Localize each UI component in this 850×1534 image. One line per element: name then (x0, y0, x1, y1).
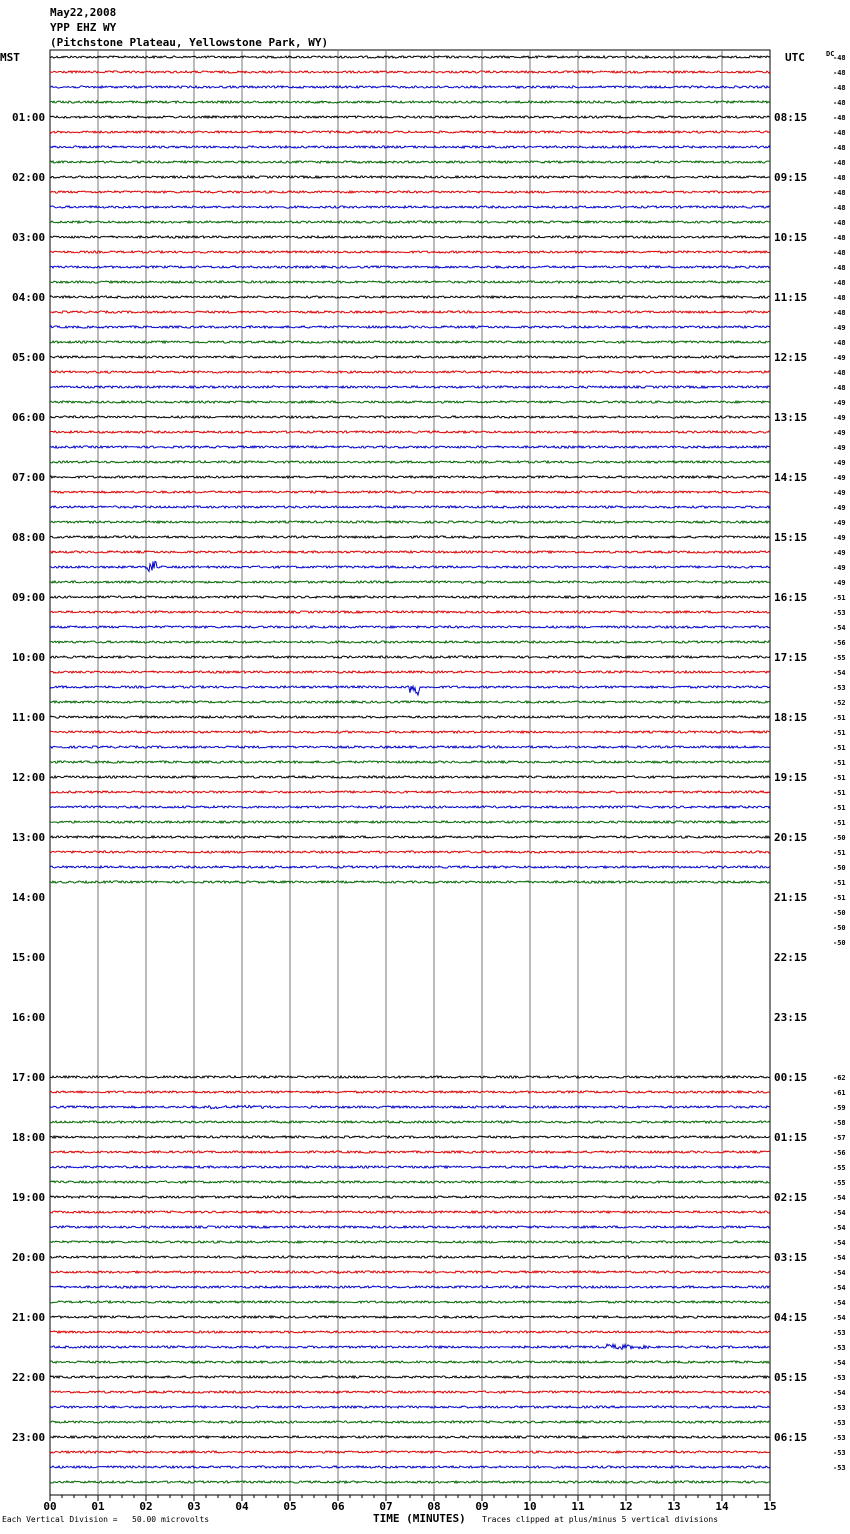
dc-offset-label: -48 (833, 279, 846, 287)
utc-hour-label: 17:15 (774, 651, 808, 664)
seismic-trace (50, 356, 770, 358)
seismic-trace (50, 836, 770, 838)
dc-offset-label: -51 (833, 774, 846, 782)
dc-offset-label: -51 (833, 594, 846, 602)
x-tick-label: 08 (427, 1500, 441, 1513)
dc-offset-label: -48 (833, 369, 846, 377)
dc-offset-label: -49 (833, 519, 846, 527)
seismic-trace (50, 161, 770, 163)
seismic-trace (50, 656, 770, 658)
utc-hour-label: 19:15 (774, 771, 808, 784)
dc-offset-label: -48 (833, 69, 846, 77)
seismic-trace (50, 1391, 770, 1393)
dc-offset-label: -59 (833, 1104, 846, 1112)
dc-offset-label: -49 (833, 324, 846, 332)
dc-offset-label: -48 (833, 99, 846, 107)
seismic-trace (50, 446, 770, 448)
seismic-trace (50, 191, 770, 193)
seismic-trace (50, 581, 770, 583)
dc-offset-label: -62 (833, 1074, 846, 1082)
seismic-trace (50, 1151, 770, 1153)
seismic-trace (50, 701, 770, 703)
mst-hour-label: 10:00 (12, 651, 46, 664)
seismic-trace (50, 71, 770, 73)
dc-offset-label: -48 (833, 129, 846, 137)
dc-offset-label: -49 (833, 549, 846, 557)
x-tick-label: 04 (235, 1500, 249, 1513)
chart-date: May22,2008 (50, 6, 117, 19)
dc-offset-label: -49 (833, 489, 846, 497)
mst-hour-label: 01:00 (12, 111, 46, 124)
dc-offset-label: -49 (833, 354, 846, 362)
dc-offset-label: -48 (833, 114, 846, 122)
seismic-trace (50, 761, 770, 763)
utc-axis-title: UTC (785, 51, 805, 64)
dc-offset-label: -52 (833, 699, 846, 707)
dc-offset-label: -54 (833, 1239, 846, 1247)
dc-offset-label: -54 (833, 1284, 846, 1292)
dc-offset-label: -48 (833, 54, 846, 62)
dc-offset-label: -61 (833, 1089, 846, 1097)
seismic-trace (50, 1451, 770, 1453)
dc-offset-label: -56 (833, 1149, 846, 1157)
dc-offset-label: -51 (833, 789, 846, 797)
x-tick-label: 09 (475, 1500, 489, 1513)
seismic-trace (50, 1256, 770, 1258)
dc-offset-label: -53 (833, 1419, 846, 1427)
mst-hour-label: 12:00 (12, 771, 46, 784)
x-tick-label: 11 (571, 1500, 585, 1513)
seismic-trace (50, 431, 770, 433)
mst-axis-title: MST (0, 51, 20, 64)
dc-offset-label: -48 (833, 294, 846, 302)
mst-hour-label: 08:00 (12, 531, 46, 544)
dc-offset-label: -53 (833, 1434, 846, 1442)
seismic-trace (50, 671, 770, 673)
dc-offset-label: -53 (833, 1449, 846, 1457)
seismic-trace (50, 101, 770, 103)
seismic-trace (50, 1406, 770, 1408)
dc-offset-label: -54 (833, 1389, 846, 1397)
dc-offset-label: -48 (833, 204, 846, 212)
seismic-trace (50, 1105, 770, 1109)
dc-offset-label: -54 (833, 1359, 846, 1367)
utc-hour-label: 06:15 (774, 1431, 808, 1444)
mst-hour-label: 14:00 (12, 891, 46, 904)
mst-hour-label: 23:00 (12, 1431, 46, 1444)
dc-offset-label: -48 (833, 189, 846, 197)
dc-offset-label: -49 (833, 429, 846, 437)
seismic-trace (50, 1466, 770, 1468)
dc-offset-label: -55 (833, 1179, 846, 1187)
dc-axis-title: DC (826, 50, 835, 58)
dc-offset-label: -51 (833, 819, 846, 827)
utc-hour-label: 09:15 (774, 171, 808, 184)
dc-offset-label: -54 (833, 1269, 846, 1277)
seismic-trace (50, 251, 770, 253)
seismic-trace (50, 476, 770, 478)
seismic-trace (50, 561, 770, 571)
seismic-trace (50, 1136, 770, 1138)
seismic-trace (50, 1271, 770, 1273)
x-tick-label: 02 (139, 1500, 153, 1513)
dc-offset-label: -49 (833, 579, 846, 587)
seismic-trace (50, 551, 770, 553)
dc-offset-label: -51 (833, 759, 846, 767)
x-tick-label: 10 (523, 1500, 537, 1513)
seismic-trace (50, 146, 770, 148)
seismic-trace (50, 521, 770, 523)
seismic-trace (50, 1076, 770, 1078)
seismic-trace (50, 641, 770, 643)
seismic-trace (50, 1421, 770, 1423)
utc-hour-label: 03:15 (774, 1251, 808, 1264)
seismic-trace (50, 401, 770, 403)
x-tick-label: 14 (715, 1500, 729, 1513)
dc-offset-label: -48 (833, 159, 846, 167)
seismic-trace (50, 1436, 770, 1438)
seismic-trace (50, 1301, 770, 1303)
x-tick-label: 03 (187, 1500, 201, 1513)
dc-offset-label: -55 (833, 654, 846, 662)
seismic-trace (50, 371, 770, 373)
dc-offset-label: -54 (833, 669, 846, 677)
seismic-trace (50, 1181, 770, 1183)
dc-offset-label: -53 (833, 684, 846, 692)
dc-offset-label: -50 (833, 939, 846, 947)
dc-offset-label: -48 (833, 174, 846, 182)
x-tick-label: 05 (283, 1500, 297, 1513)
mst-hour-label: 19:00 (12, 1191, 46, 1204)
dc-offset-label: -48 (833, 249, 846, 257)
dc-offset-label: -53 (833, 1344, 846, 1352)
mst-hour-label: 21:00 (12, 1311, 46, 1324)
seismic-trace (50, 1091, 770, 1093)
utc-hour-label: 20:15 (774, 831, 808, 844)
x-tick-label: 06 (331, 1500, 345, 1513)
seismic-trace (50, 731, 770, 733)
mst-hour-label: 13:00 (12, 831, 46, 844)
seismic-trace (50, 1121, 770, 1123)
utc-hour-label: 15:15 (774, 531, 808, 544)
dc-offset-label: -51 (833, 804, 846, 812)
utc-hour-label: 16:15 (774, 591, 808, 604)
dc-offset-label: -53 (833, 1464, 846, 1472)
seismic-trace (50, 716, 770, 718)
seismic-trace (50, 281, 770, 283)
seismic-trace (50, 851, 770, 853)
utc-hour-label: 10:15 (774, 231, 808, 244)
dc-offset-label: -48 (833, 309, 846, 317)
mst-hour-label: 11:00 (12, 711, 46, 724)
x-tick-label: 13 (667, 1500, 681, 1513)
dc-offset-label: -51 (833, 714, 846, 722)
dc-offset-label: -49 (833, 399, 846, 407)
utc-hour-label: 05:15 (774, 1371, 808, 1384)
seismic-trace (50, 1211, 770, 1213)
seismic-trace (50, 296, 770, 298)
seismic-trace (50, 1481, 770, 1483)
seismic-trace (50, 1226, 770, 1228)
x-axis-title: TIME (MINUTES) (373, 1512, 466, 1525)
x-tick-label: 07 (379, 1500, 393, 1513)
utc-hour-label: 21:15 (774, 891, 808, 904)
seismic-trace (50, 221, 770, 223)
utc-hour-label: 13:15 (774, 411, 808, 424)
dc-offset-label: -48 (833, 219, 846, 227)
mst-hour-label: 09:00 (12, 591, 46, 604)
seismic-trace (50, 611, 770, 613)
seismic-trace (50, 326, 770, 328)
seismic-trace (50, 461, 770, 463)
utc-hour-label: 02:15 (774, 1191, 808, 1204)
seismic-trace (50, 386, 770, 388)
mst-hour-label: 17:00 (12, 1071, 46, 1084)
mst-hour-label: 16:00 (12, 1011, 46, 1024)
dc-offset-label: -54 (833, 1194, 846, 1202)
utc-hour-label: 04:15 (774, 1311, 808, 1324)
seismic-trace (50, 206, 770, 208)
mst-hour-label: 05:00 (12, 351, 46, 364)
dc-offset-label: -53 (833, 1329, 846, 1337)
mst-hour-label: 20:00 (12, 1251, 46, 1264)
mst-hour-label: 06:00 (12, 411, 46, 424)
mst-hour-label: 02:00 (12, 171, 46, 184)
dc-offset-label: -50 (833, 834, 846, 842)
dc-offset-label: -48 (833, 264, 846, 272)
dc-offset-label: -48 (833, 234, 846, 242)
mst-hour-label: 03:00 (12, 231, 46, 244)
seismic-trace (50, 596, 770, 598)
dc-offset-label: -54 (833, 1314, 846, 1322)
dc-offset-label: -49 (833, 414, 846, 422)
dc-offset-label: -50 (833, 864, 846, 872)
seismic-trace (50, 1286, 770, 1288)
seismic-trace (50, 1166, 770, 1168)
dc-offset-label: -54 (833, 1254, 846, 1262)
utc-hour-label: 22:15 (774, 951, 808, 964)
dc-offset-label: -58 (833, 1119, 846, 1127)
dc-offset-label: -54 (833, 1209, 846, 1217)
dc-offset-label: -54 (833, 1224, 846, 1232)
utc-hour-label: 01:15 (774, 1131, 808, 1144)
dc-offset-label: -56 (833, 639, 846, 647)
seismic-trace (50, 236, 770, 238)
dc-offset-label: -49 (833, 459, 846, 467)
seismic-trace (50, 686, 770, 695)
seismic-trace (50, 881, 770, 883)
dc-offset-label: -51 (833, 729, 846, 737)
dc-offset-label: -49 (833, 504, 846, 512)
seismic-trace (50, 266, 770, 268)
seismic-trace (50, 626, 770, 628)
mst-hour-label: 18:00 (12, 1131, 46, 1144)
seismic-trace (50, 821, 770, 823)
station-code: YPP EHZ WY (50, 21, 117, 34)
vertical-division-note: Each Vertical Division = 50.00 microvolts (2, 1515, 210, 1524)
dc-offset-label: -51 (833, 894, 846, 902)
seismic-trace (50, 416, 770, 418)
clipping-note: Traces clipped at plus/minus 5 vertical divisions (482, 1515, 719, 1524)
dc-offset-label: -53 (833, 1404, 846, 1412)
dc-offset-label: -51 (833, 879, 846, 887)
seismic-trace (50, 1196, 770, 1198)
station-location: (Pitchstone Plateau, Yellowstone Park, WY) (50, 36, 329, 49)
dc-offset-label: -57 (833, 1134, 846, 1142)
x-tick-label: 15 (763, 1500, 777, 1513)
seismic-trace (50, 1344, 770, 1349)
seismic-trace (50, 311, 770, 313)
dc-offset-label: -49 (833, 534, 846, 542)
seismic-trace (50, 176, 770, 178)
seismic-trace (50, 1331, 770, 1333)
utc-hour-label: 11:15 (774, 291, 808, 304)
seismic-trace (50, 746, 770, 748)
seismic-trace (50, 791, 770, 793)
dc-offset-label: -51 (833, 744, 846, 752)
mst-hour-label: 07:00 (12, 471, 46, 484)
dc-offset-label: -54 (833, 1299, 846, 1307)
dc-offset-label: -53 (833, 609, 846, 617)
x-tick-label: 01 (91, 1500, 105, 1513)
utc-hour-label: 00:15 (774, 1071, 808, 1084)
seismic-trace (50, 131, 770, 133)
utc-hour-label: 23:15 (774, 1011, 808, 1024)
dc-offset-label: -49 (833, 444, 846, 452)
seismic-trace (50, 806, 770, 808)
seismic-trace (50, 536, 770, 538)
dc-offset-label: -49 (833, 474, 846, 482)
seismic-trace (50, 776, 770, 778)
dc-offset-label: -53 (833, 1374, 846, 1382)
seismic-trace (50, 491, 770, 493)
seismic-trace (50, 1316, 770, 1318)
seismic-trace (50, 341, 770, 343)
seismic-trace (50, 1361, 770, 1363)
dc-offset-label: -48 (833, 84, 846, 92)
dc-offset-label: -48 (833, 384, 846, 392)
mst-hour-label: 22:00 (12, 1371, 46, 1384)
dc-offset-label: -51 (833, 849, 846, 857)
utc-hour-label: 14:15 (774, 471, 808, 484)
seismic-trace (50, 1376, 770, 1378)
seismic-trace (50, 1241, 770, 1243)
dc-offset-label: -48 (833, 144, 846, 152)
dc-offset-label: -49 (833, 564, 846, 572)
mst-hour-label: 15:00 (12, 951, 46, 964)
dc-offset-label: -55 (833, 1164, 846, 1172)
utc-hour-label: 12:15 (774, 351, 808, 364)
utc-hour-label: 08:15 (774, 111, 808, 124)
utc-hour-label: 18:15 (774, 711, 808, 724)
seismic-trace (50, 56, 770, 58)
dc-offset-label: -50 (833, 909, 846, 917)
seismic-trace (50, 866, 770, 868)
dc-offset-label: -50 (833, 924, 846, 932)
seismic-trace (50, 86, 770, 88)
seismic-trace (50, 506, 770, 508)
x-tick-label: 12 (619, 1500, 633, 1513)
x-tick-label: 00 (43, 1500, 57, 1513)
dc-offset-label: -54 (833, 624, 846, 632)
dc-offset-label: -48 (833, 339, 846, 347)
mst-hour-label: 04:00 (12, 291, 46, 304)
seismic-trace (50, 116, 770, 118)
